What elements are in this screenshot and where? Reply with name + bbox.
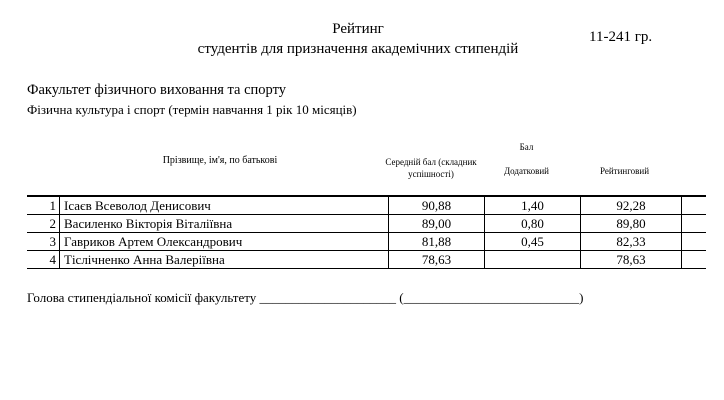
average-score: 89,00 <box>389 215 485 233</box>
column-header-name: Прізвище, ім'я, по батькові <box>162 155 278 166</box>
student-name: Гавриков Артем Олександрович <box>60 233 389 251</box>
rating-score: 78,63 <box>581 251 682 269</box>
document-title: Рейтинг <box>332 21 384 37</box>
row-tail <box>682 233 707 251</box>
student-name: Василенко Вікторія Віталіївна <box>60 215 389 233</box>
row-number: 4 <box>27 251 60 269</box>
extra-score: 0,80 <box>485 215 581 233</box>
signature-line: Голова стипендіальної комісії факультету _____________________ (___________________________) <box>27 290 584 305</box>
extra-score: 0,45 <box>485 233 581 251</box>
average-score: 81,88 <box>389 233 485 251</box>
row-tail <box>682 251 707 269</box>
table-row <box>27 233 706 251</box>
column-header-rating: Рейтинговий <box>599 166 650 176</box>
column-header-extra: Додатковий <box>504 166 549 176</box>
table-row <box>27 251 706 269</box>
row-number: 3 <box>27 233 60 251</box>
rating-score: 82,33 <box>581 233 682 251</box>
document-subtitle: студентів для призначення академічних стипендій <box>197 41 519 57</box>
extra-score: 1,40 <box>485 196 581 215</box>
column-header-average: Середній бал (складник успішності) <box>385 157 477 179</box>
ranking-table <box>27 195 706 269</box>
average-score: 78,63 <box>389 251 485 269</box>
row-number: 1 <box>27 196 60 215</box>
student-name: Ісаєв Всеволод Денисович <box>60 196 389 215</box>
table-row <box>27 215 706 233</box>
column-header-score-group: Бал <box>519 142 534 152</box>
extra-score <box>485 251 581 269</box>
average-score: 90,88 <box>389 196 485 215</box>
rating-score: 89,80 <box>581 215 682 233</box>
program-name: Фізична культура і спорт (термін навчання 1 рік 10 місяців) <box>27 102 357 117</box>
table-row <box>27 196 706 215</box>
group-label: 11-241 гр. <box>589 29 653 45</box>
row-tail <box>682 215 707 233</box>
faculty-name: Факультет фізичного виховання та спорту <box>27 82 286 98</box>
rating-score: 92,28 <box>581 196 682 215</box>
student-name: Тіслічненко Анна Валеріївна <box>60 251 389 269</box>
row-number: 2 <box>27 215 60 233</box>
row-tail <box>682 196 707 215</box>
